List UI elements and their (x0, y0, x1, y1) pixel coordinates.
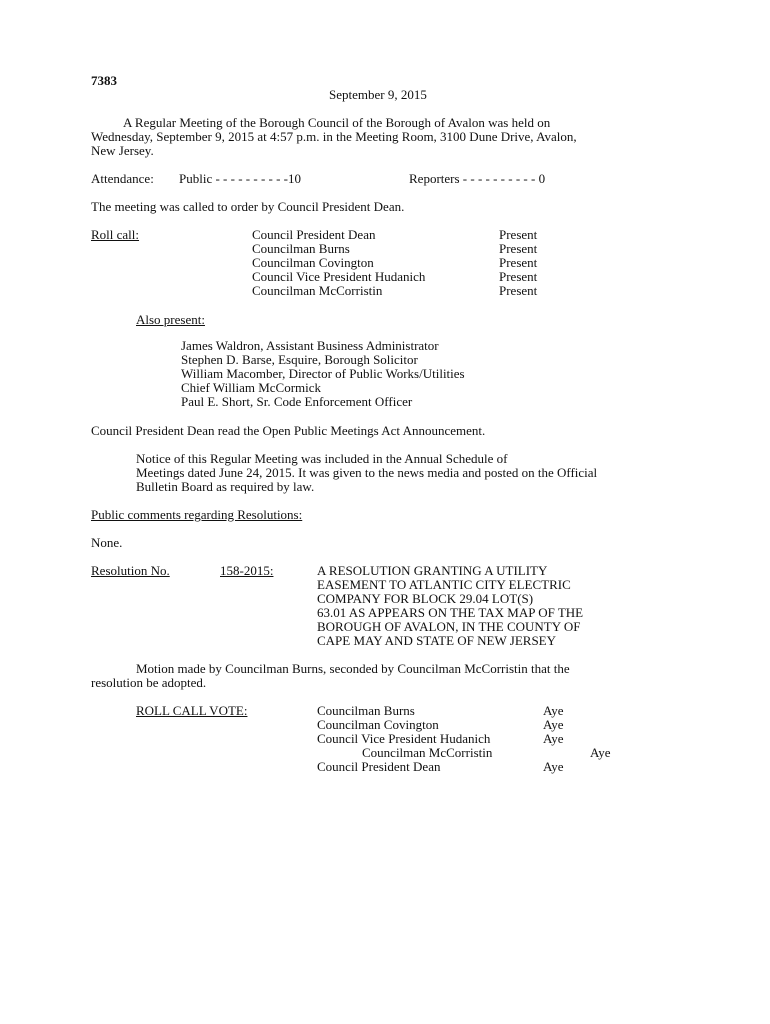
attendance-label: Attendance: (91, 171, 154, 186)
resolution-number: 158-2015: (220, 563, 274, 578)
roll-call-name: Council Vice President Hudanich (252, 269, 426, 284)
vote-name: Councilman McCorristin (362, 745, 493, 760)
vote-value: Aye (543, 731, 564, 746)
notice-line-2: Meetings dated June 24, 2015. It was given to the news media and posted on the Official (136, 465, 598, 480)
vote-name: Councilman Covington (317, 717, 439, 732)
vote-name: Council Vice President Hudanich (317, 731, 491, 746)
roll-call-status: Present (499, 255, 538, 270)
roll-call-status: Present (499, 227, 538, 242)
intro-line-1: A Regular Meeting of the Borough Council of the Borough of Avalon was held on (123, 115, 551, 130)
page-number: 7383 (91, 73, 117, 88)
roll-call-name: Councilman Covington (252, 255, 374, 270)
resolution-title-line: EASEMENT TO ATLANTIC CITY ELECTRIC (317, 577, 571, 592)
notice-line-3: Bulletin Board as required by law. (136, 479, 315, 494)
vote-value: Aye (543, 759, 564, 774)
roll-call-vote-label: ROLL CALL VOTE: (136, 703, 248, 718)
resolution-title-line: BOROUGH OF AVALON, IN THE COUNTY OF (317, 619, 581, 634)
roll-call-name: Council President Dean (252, 227, 376, 242)
meeting-date: September 9, 2015 (329, 87, 427, 102)
attendance-reporters: Reporters - - - - - - - - - - 0 (409, 171, 546, 186)
also-present-person: James Waldron, Assistant Business Administrator (181, 338, 439, 353)
intro-line-2: Wednesday, September 9, 2015 at 4:57 p.m. in the Meeting Room, 3100 Dune Drive, Avalon, (91, 129, 577, 144)
resolution-title (317, 564, 583, 648)
intro-line-3: New Jersey. (91, 143, 154, 158)
vote-value: Aye (543, 717, 564, 732)
roll-call-names (252, 228, 425, 298)
vote-value: Aye (543, 703, 564, 718)
public-comments-label: Public comments regarding Resolutions: (91, 507, 303, 522)
also-present-list (181, 339, 465, 409)
roll-call-name: Councilman McCorristin (252, 283, 383, 298)
roll-call-status: Present (499, 241, 538, 256)
public-comments-value: None. (91, 535, 123, 550)
opma-announcement: Council President Dean read the Open Public Meetings Act Announcement. (91, 423, 486, 438)
also-present-person: Chief William McCormick (181, 380, 322, 395)
motion-line-1: Motion made by Councilman Burns, seconded by Councilman McCorristin that the (136, 661, 570, 676)
vote-name: Council President Dean (317, 759, 441, 774)
resolution-title-line: COMPANY FOR BLOCK 29.04 LOT(S) (317, 591, 534, 606)
also-present-label: Also present: (136, 312, 205, 327)
also-present-person: William Macomber, Director of Public Works/Utilities (181, 366, 465, 381)
roll-call-name: Councilman Burns (252, 241, 350, 256)
resolution-label: Resolution No. (91, 563, 170, 578)
vote-value: Aye (590, 745, 611, 760)
roll-call-status: Present (499, 283, 538, 298)
motion-line-2: resolution be adopted. (91, 675, 207, 690)
resolution-title-line: CAPE MAY AND STATE OF NEW JERSEY (317, 633, 557, 648)
resolution-title-line: A RESOLUTION GRANTING A UTILITY (317, 563, 548, 578)
roll-call-status: Present (499, 269, 538, 284)
vote-name: Councilman Burns (317, 703, 415, 718)
also-present-person: Paul E. Short, Sr. Code Enforcement Officer (181, 394, 413, 409)
roll-call-label: Roll call: (91, 227, 140, 242)
roll-call-statuses (499, 228, 537, 298)
resolution-title-line: 63.01 AS APPEARS ON THE TAX MAP OF THE (317, 605, 584, 620)
also-present-person: Stephen D. Barse, Esquire, Borough Solicitor (181, 352, 418, 367)
called-to-order: The meeting was called to order by Council President Dean. (91, 199, 405, 214)
notice-line-1: Notice of this Regular Meeting was included in the Annual Schedule of (136, 451, 508, 466)
attendance-public: Public - - - - - - - - - -10 (179, 171, 302, 186)
